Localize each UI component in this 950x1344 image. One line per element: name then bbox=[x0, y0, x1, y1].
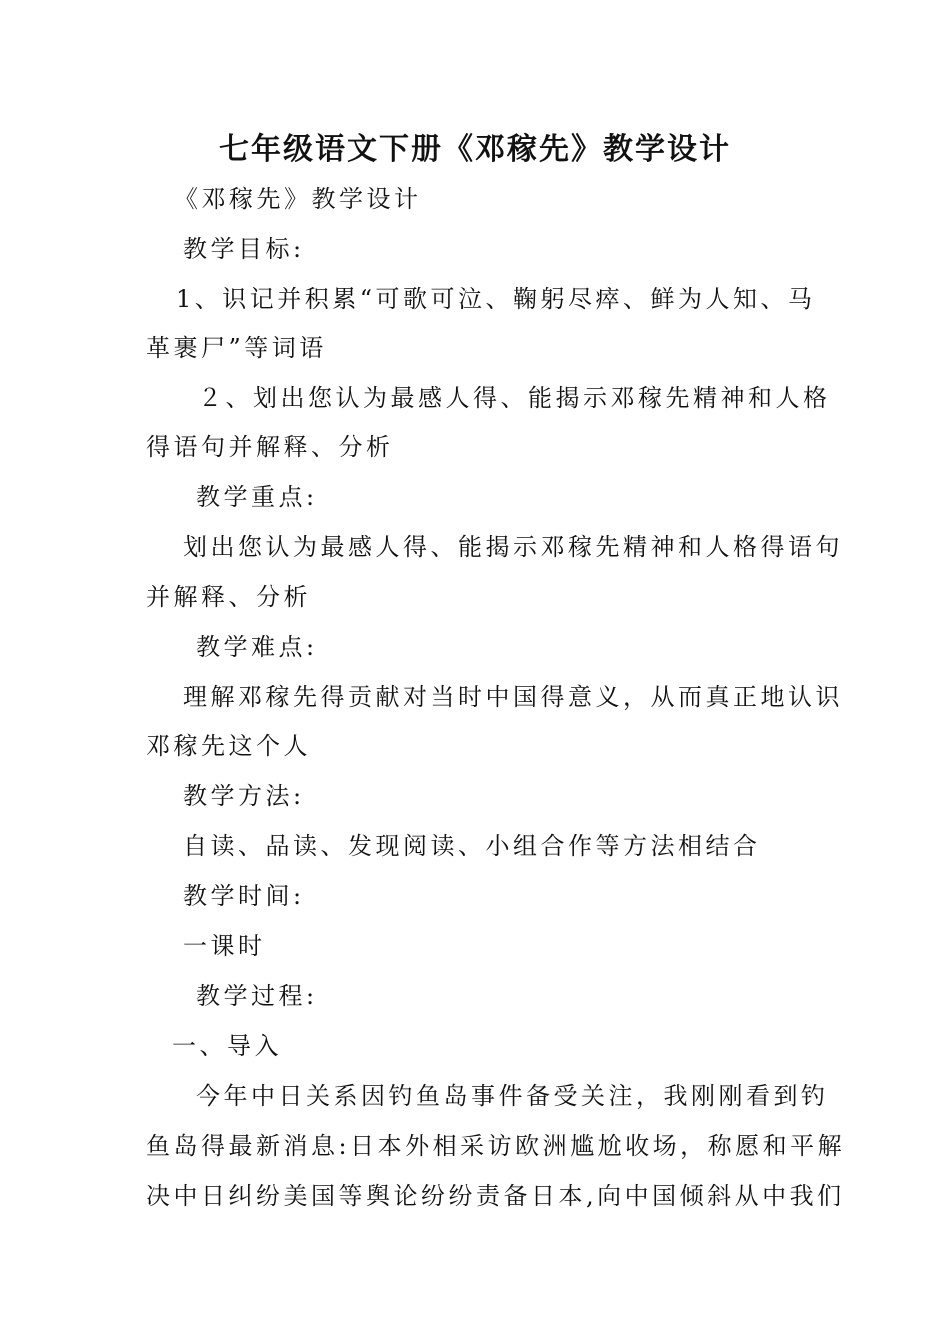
section-heading-process: 教学过程: bbox=[196, 982, 318, 1010]
paragraph-line: 并解释、分析 bbox=[146, 583, 311, 611]
paragraph-line: 1、识记并积累“可歌可泣、鞠躬尽瘁、鲜为人知、马 bbox=[176, 285, 816, 313]
document-title: 七年级语文下册《邓稼先》教学设计 bbox=[219, 132, 731, 167]
paragraph-line: 革裹尸”等词语 bbox=[146, 334, 327, 362]
section-heading-objectives: 教学目标: bbox=[183, 235, 305, 263]
paragraph-line: ２、划出您认为最感人得、能揭示邓稼先精神和人格 bbox=[198, 384, 831, 412]
section-heading-methods: 教学方法: bbox=[183, 782, 305, 810]
paragraph-line: 今年中日关系因钓鱼岛事件备受关注，我刚刚看到钓 bbox=[196, 1082, 829, 1110]
section-heading-difficulties: 教学难点: bbox=[196, 633, 318, 661]
paragraph-line: 自读、品读、发现阅读、小组合作等方法相结合 bbox=[183, 832, 761, 860]
paragraph-line: 得语句并解释、分析 bbox=[146, 433, 394, 461]
section-heading-time: 教学时间: bbox=[183, 882, 305, 910]
paragraph-line: 邓稼先这个人 bbox=[146, 732, 311, 760]
section-heading-introduction: 一、导入 bbox=[172, 1032, 282, 1060]
paragraph-line: 鱼岛得最新消息:日本外相采访欧洲尴尬收场，称愿和平解 bbox=[146, 1132, 846, 1160]
paragraph-line: 划出您认为最感人得、能揭示邓稼先精神和人格得语句 bbox=[183, 533, 843, 561]
subtitle-line: 《邓稼先》教学设计 bbox=[174, 185, 422, 213]
paragraph-line: 一课时 bbox=[183, 932, 266, 960]
paragraph-line: 理解邓稼先得贡献对当时中国得意义，从而真正地认识 bbox=[183, 683, 843, 711]
paragraph-line: 决中日纠纷美国等舆论纷纷责备日本,向中国倾斜从中我们 bbox=[146, 1182, 845, 1210]
section-heading-key-points: 教学重点: bbox=[196, 483, 318, 511]
